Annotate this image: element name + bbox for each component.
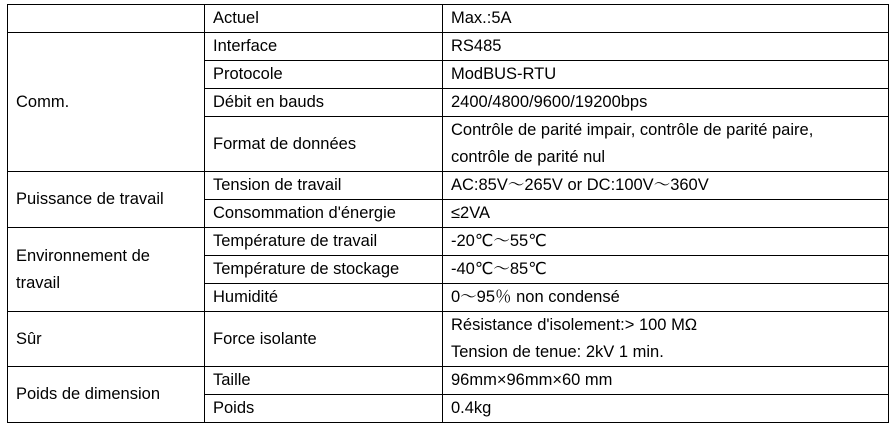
parameter-cell: Humidité xyxy=(205,284,443,312)
specifications-table xyxy=(7,4,889,423)
value-cell: Max.:5A xyxy=(443,5,889,33)
category-cell-sur: Sûr xyxy=(8,312,205,367)
parameter-cell: Format de données xyxy=(205,117,443,172)
category-cell-comm: Comm. xyxy=(8,33,205,172)
value-cell: 0～95％ non condensé xyxy=(443,284,889,312)
category-cell-poids-dimension: Poids de dimension xyxy=(8,367,205,423)
value-cell xyxy=(443,312,889,367)
parameter-cell: Température de stockage xyxy=(205,256,443,284)
category-line: travail xyxy=(16,273,61,292)
value-cell: ModBUS-RTU xyxy=(443,61,889,89)
category-line: Environnement de xyxy=(16,246,150,265)
table-row xyxy=(8,367,889,395)
value-cell: AC:85V～265V or DC:100V～360V xyxy=(443,172,889,200)
value-cell: 0.4kg xyxy=(443,395,889,423)
value-line: Contrôle de parité impair, contrôle de parité paire, xyxy=(451,121,814,139)
value-cell: -40℃～85℃ xyxy=(443,256,889,284)
value-line: contrôle de parité nul xyxy=(451,148,606,166)
parameter-cell: Interface xyxy=(205,33,443,61)
category-cell-environnement xyxy=(8,228,205,312)
category-cell-empty xyxy=(8,5,205,33)
parameter-cell: Tension de travail xyxy=(205,172,443,200)
parameter-cell: Débit en bauds xyxy=(205,89,443,117)
value-line: Résistance d'isolement:> 100 MΩ xyxy=(451,316,698,334)
parameter-cell: Actuel xyxy=(205,5,443,33)
parameter-cell: Poids xyxy=(205,395,443,423)
table-row xyxy=(8,228,889,256)
table-row xyxy=(8,172,889,200)
value-cell: ≤2VA xyxy=(443,200,889,228)
table-row xyxy=(8,312,889,367)
value-cell: RS485 xyxy=(443,33,889,61)
parameter-cell: Taille xyxy=(205,367,443,395)
parameter-cell: Force isolante xyxy=(205,312,443,367)
value-line: Tension de tenue: 2kV 1 min. xyxy=(451,343,664,361)
table-row xyxy=(8,5,889,33)
parameter-cell: Température de travail xyxy=(205,228,443,256)
category-cell-puissance: Puissance de travail xyxy=(8,172,205,228)
value-cell xyxy=(443,117,889,172)
parameter-cell: Protocole xyxy=(205,61,443,89)
parameter-cell: Consommation d'énergie xyxy=(205,200,443,228)
value-cell: -20℃～55℃ xyxy=(443,228,889,256)
value-cell: 2400/4800/9600/19200bps xyxy=(443,89,889,117)
value-cell: 96mm×96mm×60 mm xyxy=(443,367,889,395)
table-row xyxy=(8,33,889,61)
